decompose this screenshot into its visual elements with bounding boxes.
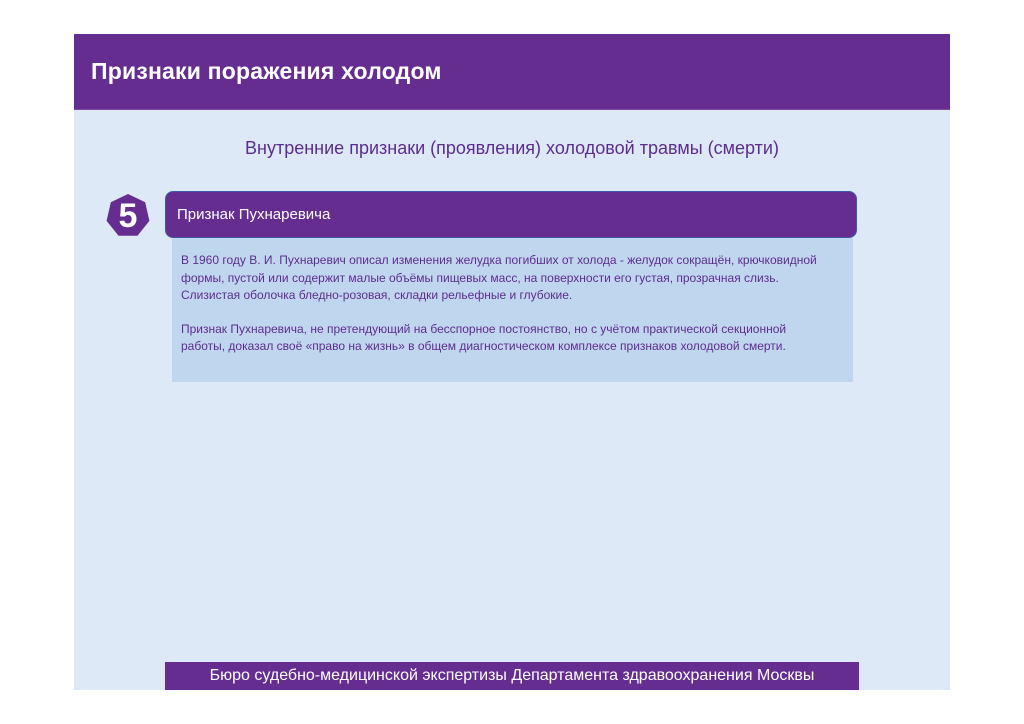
- sign-title: Признак Пухнаревича: [177, 206, 331, 223]
- sign-card-header: [165, 191, 857, 238]
- slide: [74, 34, 950, 690]
- slide-subtitle: Внутренние признаки (проявления) холодовой травмы (смерти): [245, 138, 779, 158]
- sign-assessment-paragraph: Признак Пухнаревича, не претендующий на бесспорное постоянство, но с учётом практической секционной работы, доказал своё «право на жизнь» в общем диагностическом комплексе признаков холодовой смерти.: [181, 321, 787, 353]
- footer-organization: Бюро судебно-медицинской экспертизы Департамента здравоохранения Москвы: [209, 667, 815, 684]
- slide-title: Признаки поражения холодом: [91, 58, 442, 84]
- sign-number: 5: [118, 197, 138, 235]
- slide-header: [74, 34, 950, 110]
- sign-description-paragraph: В 1960 году В. И. Пухнаревич описал изменения желудка погибших от холода - желудок сокращён, крючковидной формы, пустой или содержит малые объёмы пищевых масс, на поверхности его густая, прозрачная слизь. Слизистая оболочка бледно-розовая, складки рельефные и глубокие.: [181, 253, 817, 302]
- slide-footer: [165, 662, 859, 690]
- sign-card-body: [172, 238, 853, 382]
- number-badge: [104, 192, 152, 240]
